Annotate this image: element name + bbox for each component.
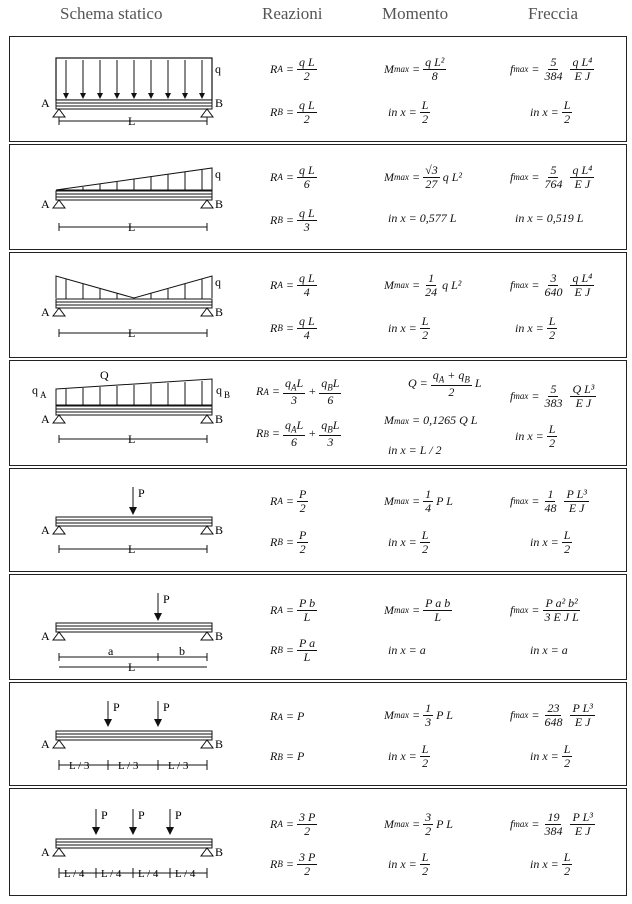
svg-text:A: A bbox=[40, 390, 47, 400]
svg-text:P: P bbox=[138, 808, 145, 822]
svg-text:A: A bbox=[41, 197, 50, 211]
reaction-a: R A = $\frac{P}{2}$ bbox=[270, 487, 307, 515]
reaction-b: R B = P bbox=[270, 749, 305, 763]
svg-text:B: B bbox=[215, 412, 224, 426]
svg-text:L / 3: L / 3 bbox=[69, 760, 90, 772]
moment-max: M max = $\frac{\text{P a b}}{L}$ bbox=[384, 596, 451, 624]
deflection-position: in x = $\frac{L}{2}$ bbox=[530, 850, 571, 878]
reaction-a: R A = $\frac{\text{q L}}{6}$ bbox=[270, 163, 315, 191]
deflection-max: f max = $\frac{19}{384}$ $\frac{\text{P L³}}{\text{E J}}$ bbox=[510, 810, 593, 838]
deflection-max: f max = $\frac{\text{P a² b²}}{\text{3 E J L}}$ bbox=[510, 596, 579, 624]
beam-diagram-1 bbox=[16, 37, 224, 141]
moment-max: M max = $\frac{3}{2}$ P L bbox=[384, 810, 453, 838]
load-arrows bbox=[66, 60, 202, 98]
reaction-b: R B = $\frac{\text{q L}}{3}$ bbox=[270, 206, 315, 234]
beam-diagram-6 bbox=[16, 575, 224, 679]
support-b-icon bbox=[201, 308, 213, 316]
svg-text:P: P bbox=[113, 700, 120, 714]
point-load-arrow bbox=[166, 827, 174, 835]
support-b-icon bbox=[201, 109, 213, 117]
moment-position: in x = $\frac{L}{2}$ bbox=[388, 850, 429, 878]
svg-text:Q: Q bbox=[100, 368, 109, 382]
beam-diagram-7 bbox=[16, 683, 224, 785]
case-row-2 bbox=[9, 144, 627, 250]
reaction-b: R B = $\frac{P}{2}$ bbox=[270, 528, 307, 556]
svg-text:A: A bbox=[41, 412, 50, 426]
reaction-a: R A = $\frac{\text{P b}}{L}$ bbox=[270, 596, 316, 624]
moment-position: in x = L / 2 bbox=[388, 443, 442, 457]
deflection-position: in x = $\frac{L}{2}$ bbox=[515, 422, 556, 450]
beam bbox=[56, 299, 212, 308]
svg-text:B: B bbox=[224, 390, 231, 400]
moment-max: M max = $\frac{1}{24}$ q L² bbox=[384, 271, 462, 299]
svg-text:q: q bbox=[215, 62, 221, 76]
beam-diagram-8 bbox=[16, 789, 224, 895]
svg-text:L: L bbox=[128, 542, 136, 556]
svg-text:L: L bbox=[128, 660, 136, 674]
case-row-1 bbox=[9, 36, 627, 142]
deflection-position: in x = $\frac{L}{2}$ bbox=[530, 742, 571, 770]
point-load-arrow bbox=[92, 827, 100, 835]
beam bbox=[56, 731, 212, 740]
svg-text:L: L bbox=[128, 114, 136, 128]
svg-text:q: q bbox=[216, 383, 222, 397]
moment-position: in x = $\frac{L}{2}$ bbox=[388, 742, 429, 770]
svg-text:B: B bbox=[215, 305, 224, 319]
svg-text:P: P bbox=[101, 808, 108, 822]
svg-text:L / 4: L / 4 bbox=[138, 868, 159, 880]
reaction-a: R A = $\frac{3 P}{2}$ bbox=[270, 810, 316, 838]
support-a-icon bbox=[53, 848, 65, 856]
support-a-icon bbox=[53, 109, 65, 117]
case-row-3 bbox=[9, 252, 627, 358]
svg-text:A: A bbox=[41, 96, 50, 110]
svg-text:P: P bbox=[163, 592, 170, 606]
reaction-b: R B = $\frac{\text{q L}}{4}$ bbox=[270, 314, 315, 342]
svg-text:A: A bbox=[41, 845, 50, 859]
reaction-b: R B = $\frac{\text{q L}}{2}$ bbox=[270, 98, 315, 126]
deflection-max: f max = $\frac{1}{48}$ $\frac{\text{P L³}}{\text{E J}}$ bbox=[510, 487, 587, 515]
deflection-position: in x = $\frac{L}{2}$ bbox=[515, 314, 556, 342]
reaction-a: R A = $\frac{q_AL}{3}$ + $\frac{q_BL}{6}$ bbox=[256, 376, 340, 407]
header-freccia: Freccia bbox=[528, 4, 579, 23]
support-b-icon bbox=[201, 848, 213, 856]
support-a-icon bbox=[53, 200, 65, 208]
reaction-a: R A = P bbox=[270, 709, 305, 723]
svg-text:q: q bbox=[215, 275, 221, 289]
deflection-position: in x = 0,519 L bbox=[515, 211, 584, 225]
deflection-max: f max = $\frac{23}{648}$ $\frac{\text{P L³}}{\text{E J}}$ bbox=[510, 701, 593, 729]
support-a-icon bbox=[53, 415, 65, 423]
svg-text:B: B bbox=[215, 523, 224, 537]
svg-text:B: B bbox=[215, 197, 224, 211]
deflection-position: in x = a bbox=[530, 643, 568, 657]
svg-text:B: B bbox=[215, 629, 224, 643]
deflection-position: in x = $\frac{L}{2}$ bbox=[530, 98, 571, 126]
point-load-arrow bbox=[154, 613, 162, 621]
svg-text:b: b bbox=[179, 644, 185, 658]
moment-max: M max = $\frac{1}{4}$ P L bbox=[384, 487, 453, 515]
svg-text:L / 4: L / 4 bbox=[101, 868, 122, 880]
svg-text:L / 3: L / 3 bbox=[168, 760, 189, 772]
deflection-max: f max = $\frac{5}{764}$ $\frac{\text{q L⁴}}{\text{E J}}$ bbox=[510, 163, 593, 191]
svg-text:q: q bbox=[215, 167, 221, 181]
moment-position: in x = 0,577 L bbox=[388, 211, 457, 225]
svg-text:L / 4: L / 4 bbox=[64, 868, 85, 880]
deflection-max: f max = $\frac{5}{383}$ $\frac{\text{Q L³}}{\text{E J}}$ bbox=[510, 382, 595, 410]
svg-text:L / 3: L / 3 bbox=[118, 760, 139, 772]
svg-text:A: A bbox=[41, 523, 50, 537]
case-row-6 bbox=[9, 574, 627, 680]
moment-max: M max = $\frac{\text{q L²}}{8}$ bbox=[384, 55, 445, 83]
point-load-arrow bbox=[129, 827, 137, 835]
beam-diagram-2 bbox=[16, 145, 224, 249]
beam-diagram-3 bbox=[16, 253, 224, 357]
svg-text:q: q bbox=[32, 383, 38, 397]
moment-max: M max = $\frac{√3}{27}$ q L² bbox=[384, 163, 462, 191]
support-b-icon bbox=[201, 415, 213, 423]
moment-max: M max = 0,1265 Q L bbox=[384, 413, 478, 427]
reaction-b: R B = $\frac{\text{P a}}{L}$ bbox=[270, 636, 316, 664]
case-row-4 bbox=[9, 360, 627, 466]
support-a-icon bbox=[53, 526, 65, 534]
beam bbox=[56, 100, 212, 109]
beam bbox=[56, 623, 212, 632]
svg-text:A: A bbox=[41, 629, 50, 643]
svg-text:A: A bbox=[41, 305, 50, 319]
svg-text:L: L bbox=[128, 220, 136, 234]
svg-text:L / 4: L / 4 bbox=[175, 868, 196, 880]
beam bbox=[56, 517, 212, 526]
svg-text:B: B bbox=[215, 737, 224, 751]
point-load-arrow bbox=[129, 507, 137, 515]
svg-text:A: A bbox=[41, 737, 50, 751]
deflection-max: f max = $\frac{5}{384}$ $\frac{\text{q L⁴}}{\text{E J}}$ bbox=[510, 55, 593, 83]
point-load-arrow bbox=[104, 719, 112, 727]
svg-text:P: P bbox=[175, 808, 182, 822]
beam-diagram-4 bbox=[16, 361, 231, 465]
case-row-5 bbox=[9, 468, 627, 572]
moment-max: M max = $\frac{1}{3}$ P L bbox=[384, 701, 453, 729]
svg-text:a: a bbox=[108, 644, 114, 658]
deflection-position: in x = $\frac{L}{2}$ bbox=[530, 528, 571, 556]
header-momento: Momento bbox=[382, 4, 449, 23]
beam bbox=[56, 406, 212, 415]
moment-position: in x = $\frac{L}{2}$ bbox=[388, 528, 429, 556]
header-schema: Schema statico bbox=[60, 4, 163, 23]
point-load-arrow bbox=[154, 719, 162, 727]
deflection-max: f max = $\frac{3}{640}$ $\frac{\text{q L⁴}}{\text{E J}}$ bbox=[510, 271, 593, 299]
case-row-7 bbox=[9, 682, 627, 786]
reaction-b: R B = $\frac{q_AL}{6}$ + $\frac{q_BL}{3}$ bbox=[256, 418, 340, 449]
svg-text:L: L bbox=[128, 326, 136, 340]
moment-position: in x = $\frac{L}{2}$ bbox=[388, 98, 429, 126]
beam bbox=[56, 191, 212, 200]
moment-position: in x = a bbox=[388, 643, 426, 657]
support-b-icon bbox=[201, 200, 213, 208]
reaction-a: R A = $\frac{\text{q L}}{2}$ bbox=[270, 55, 315, 83]
svg-text:P: P bbox=[163, 700, 170, 714]
support-b-icon bbox=[201, 526, 213, 534]
beam bbox=[56, 839, 212, 848]
support-a-icon bbox=[53, 308, 65, 316]
support-a-icon bbox=[53, 740, 65, 748]
beam-diagram-5 bbox=[16, 469, 224, 571]
svg-text:P: P bbox=[138, 486, 145, 500]
moment-position: in x = $\frac{L}{2}$ bbox=[388, 314, 429, 342]
support-a-icon bbox=[53, 632, 65, 640]
header-reazioni: Reazioni bbox=[262, 4, 323, 23]
total-load: Q = $\frac{q_A + q_B}{2}$ L bbox=[408, 368, 482, 399]
reaction-b: R B = $\frac{3 P}{2}$ bbox=[270, 850, 316, 878]
svg-text:L: L bbox=[128, 432, 136, 446]
support-b-icon bbox=[201, 632, 213, 640]
svg-text:B: B bbox=[215, 845, 224, 859]
load-triangle bbox=[56, 276, 212, 298]
svg-text:B: B bbox=[215, 96, 224, 110]
reaction-a: R A = $\frac{\text{q L}}{4}$ bbox=[270, 271, 315, 299]
support-b-icon bbox=[201, 740, 213, 748]
case-row-8 bbox=[9, 788, 627, 896]
